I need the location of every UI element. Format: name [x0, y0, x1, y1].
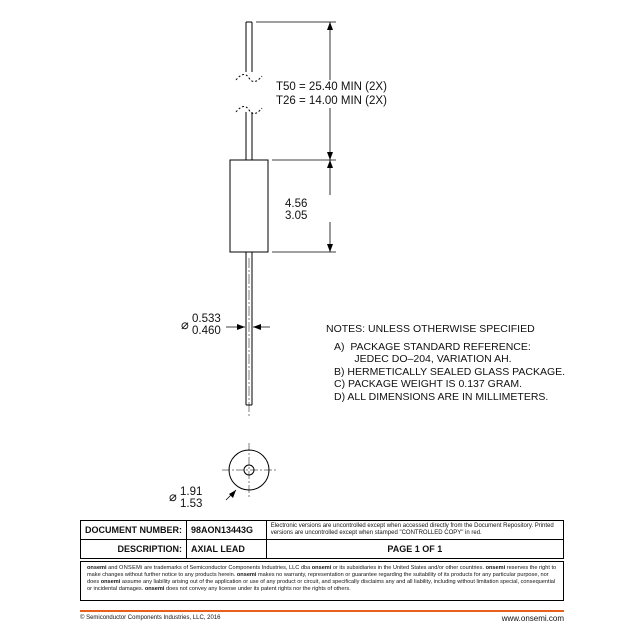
description-label: DESCRIPTION: [81, 540, 187, 559]
diameter-symbol: ⌀ [181, 317, 189, 332]
lead-break-marks [236, 74, 262, 113]
document-number-value: 98AON13443G [187, 521, 267, 540]
lead-diameter-max: 0.533 [192, 313, 221, 325]
body-length-min: 3.05 [285, 210, 308, 222]
top-lead [246, 22, 252, 160]
notes-block [326, 323, 565, 403]
disclaimer-text: makes no warranty, representation or guarantee regarding the suitability of its products for any particular purpose, nor does [87, 572, 549, 585]
note-a-cont: JEDEC DO–204, VARIATION AH. [334, 353, 512, 365]
disclaimer-text: does not convey any license under its patent rights nor the rights of others. [164, 586, 351, 592]
brand-name: onsemi [100, 579, 121, 585]
brand-name: onsemi [144, 586, 165, 592]
brand-name: onsemi [236, 572, 257, 578]
notes-title: NOTES: UNLESS OTHERWISE SPECIFIED [326, 323, 535, 335]
note-c: C) PACKAGE WEIGHT IS 0.137 GRAM. [334, 378, 523, 390]
copyright: © Semiconductor Components Industries, LLC, 2016 [80, 615, 221, 621]
repository-note: Electronic versions are uncontrolled except when accessed directly from the Document Repository. Printed versions are uncontrolled except when stamped "CONTROLLED COPY" in red. [266, 521, 563, 540]
note-d: D) ALL DIMENSIONS ARE IN MILLIMETERS. [334, 390, 549, 403]
document-number-label: DOCUMENT NUMBER: [81, 521, 187, 540]
disclaimer-text: and [106, 565, 120, 571]
glass-body [230, 160, 268, 252]
legal-disclaimer [80, 561, 564, 601]
brand-name: onsemi [87, 565, 107, 571]
page-number: PAGE 1 OF 1 [266, 540, 563, 559]
lead-length-label-t26: T26 = 14.00 MIN (2X) [276, 95, 387, 107]
body-diameter-min: 1.53 [180, 498, 203, 510]
end-view [222, 443, 276, 500]
brand-name: onsemi [485, 565, 506, 571]
brand-logotype: ONSEMi [119, 565, 143, 571]
website-link[interactable]: www.onsemi.com [501, 614, 564, 623]
lead-diameter-min: 0.460 [192, 325, 221, 337]
brand-name: onsemi [311, 565, 332, 571]
body-diameter-symbol: ⌀ [169, 489, 177, 504]
description-value: AXIAL LEAD [187, 540, 267, 559]
note-b: B) HERMETICALLY SEALED GLASS PACKAGE. [334, 365, 566, 378]
body-length-max: 4.56 [285, 198, 308, 210]
disclaimer-text: are trademarks of Semiconductor Components Industries, LLC dba [142, 565, 312, 571]
footer-rule [80, 610, 564, 612]
body-diameter-max: 1.91 [180, 486, 203, 498]
lead-length-label-t50: T50 = 25.40 MIN (2X) [276, 81, 387, 93]
disclaimer-text: reserves the right to make changes without further notice to any products herein. [87, 565, 557, 578]
note-a: A) PACKAGE STANDARD REFERENCE: [334, 340, 531, 353]
disclaimer-text: or its subsidiaries in the United States and/or other countries. [331, 565, 486, 571]
disclaimer-text: assume any liability arising out of the application or use of any product or circuit, and specifically disclaims any and all liability, including without limitation special, consequential or incidental damages. [87, 579, 556, 592]
title-block [80, 520, 564, 559]
